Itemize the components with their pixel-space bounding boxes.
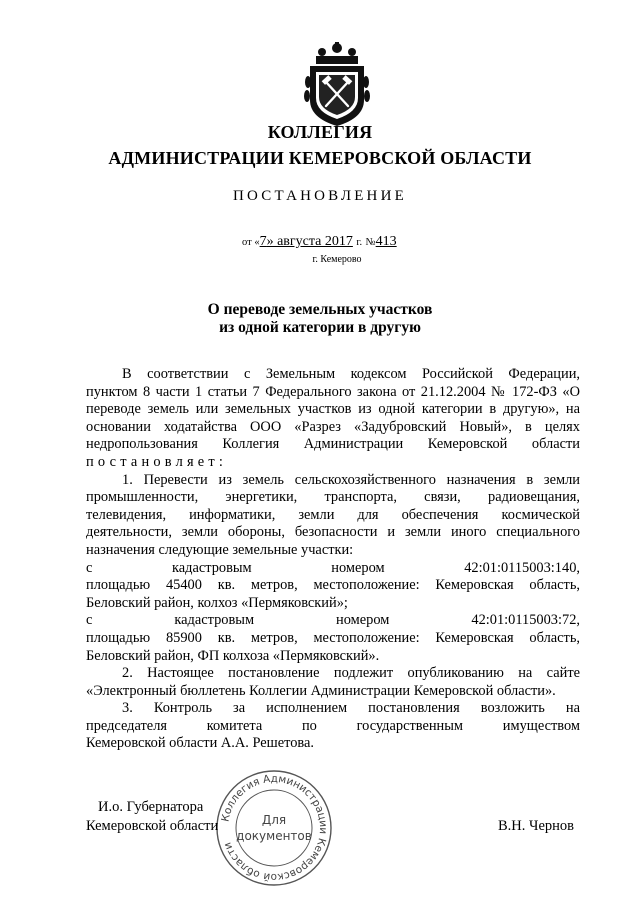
document-body — [86, 366, 580, 753]
body-line: В соответствии с Земельным кодексом Российской Федерации, — [122, 366, 580, 382]
body-line: председателя комитета по государственным имуществом — [86, 717, 580, 734]
body-line: назначения следующие земельные участки: — [86, 541, 354, 558]
date-prefix: от « — [242, 237, 260, 248]
body-line: 2. Настоящее постановление подлежит опубликованию на сайте — [122, 665, 580, 682]
date-line — [242, 234, 397, 250]
document-type: ПОСТАНОВЛЕНИЕ — [233, 188, 407, 204]
signatory-title-line2: Кемеровской области — [86, 818, 219, 834]
number-label: № — [365, 237, 376, 248]
subject-line1: О переводе земельных участков — [207, 301, 433, 318]
stamp-ring-text: Коллегия Администрации Кемеровской области — [219, 772, 330, 884]
signatory-name: В.Н. Чернов — [498, 818, 574, 834]
subject-line2: из одной категории в другую — [219, 319, 421, 336]
body-line: промышленности, энергетики, транспорта, связи, радиовещания, — [86, 489, 580, 506]
body-line: «Электронный бюллетень Коллегии Администрации Кемеровской области». — [86, 682, 556, 699]
date-month-year: » августа 2017 — [266, 234, 353, 249]
org-title-line1: КОЛЛЕГИЯ — [267, 122, 373, 142]
document-number: 413 — [375, 234, 397, 249]
body-line: телевидения, информатики, земли для обеспечения космической — [86, 506, 580, 523]
body-line: 3. Контроль за исполнением постановления возложить на — [122, 700, 580, 717]
body-line: деятельности, земли обороны, безопасности и земли иного специального — [86, 524, 580, 541]
year-suffix: г. — [356, 237, 363, 248]
date-day: 7 — [259, 234, 267, 249]
body-line: площадью 85900 кв. метров, местоположение: Кемеровская область, — [86, 629, 580, 646]
decides-word: постановляет: — [86, 453, 228, 470]
stamp-center-line1: Для — [261, 813, 287, 827]
signatory-title-line1: И.о. Губернатора — [98, 799, 204, 815]
body-line: Беловский район, колхоз «Пермяковский»; — [86, 594, 348, 611]
coat-of-arms-emblem — [302, 42, 372, 128]
body-line: с кадастровым номером 42:01:0115003:140, — [86, 559, 580, 576]
official-stamp — [214, 768, 334, 888]
body-line: с кадастровым номером 42:01:0115003:72, — [86, 612, 580, 629]
org-title-line2: АДМИНИСТРАЦИИ КЕМЕРОВСКОЙ ОБЛАСТИ — [108, 148, 532, 168]
body-line: 1. Перевести из земель сельскохозяйственного назначения в земли — [122, 471, 580, 488]
body-line: Беловский район, ФП колхоза «Пермяковский». — [86, 647, 380, 664]
body-line: площадью 45400 кв. метров, местоположение: Кемеровская область, — [86, 577, 580, 594]
body-line: основании ходатайства ООО «Разрез «Задубровский Новый», в целях — [86, 418, 580, 435]
city-line: г. Кемерово — [312, 254, 362, 265]
body-line: недропользования Коллегия Администрации Кемеровской области — [86, 436, 580, 453]
body-line: переводе земель или земельных участков из одной категории в другую», на — [86, 401, 580, 418]
stamp-center-line2: документов — [236, 829, 312, 843]
body-line: Кемеровской области А.А. Решетова. — [86, 735, 315, 752]
body-line: пунктом 8 части 1 статьи 7 Федерального закона от 21.12.2004 № 172-ФЗ «О — [86, 383, 580, 400]
